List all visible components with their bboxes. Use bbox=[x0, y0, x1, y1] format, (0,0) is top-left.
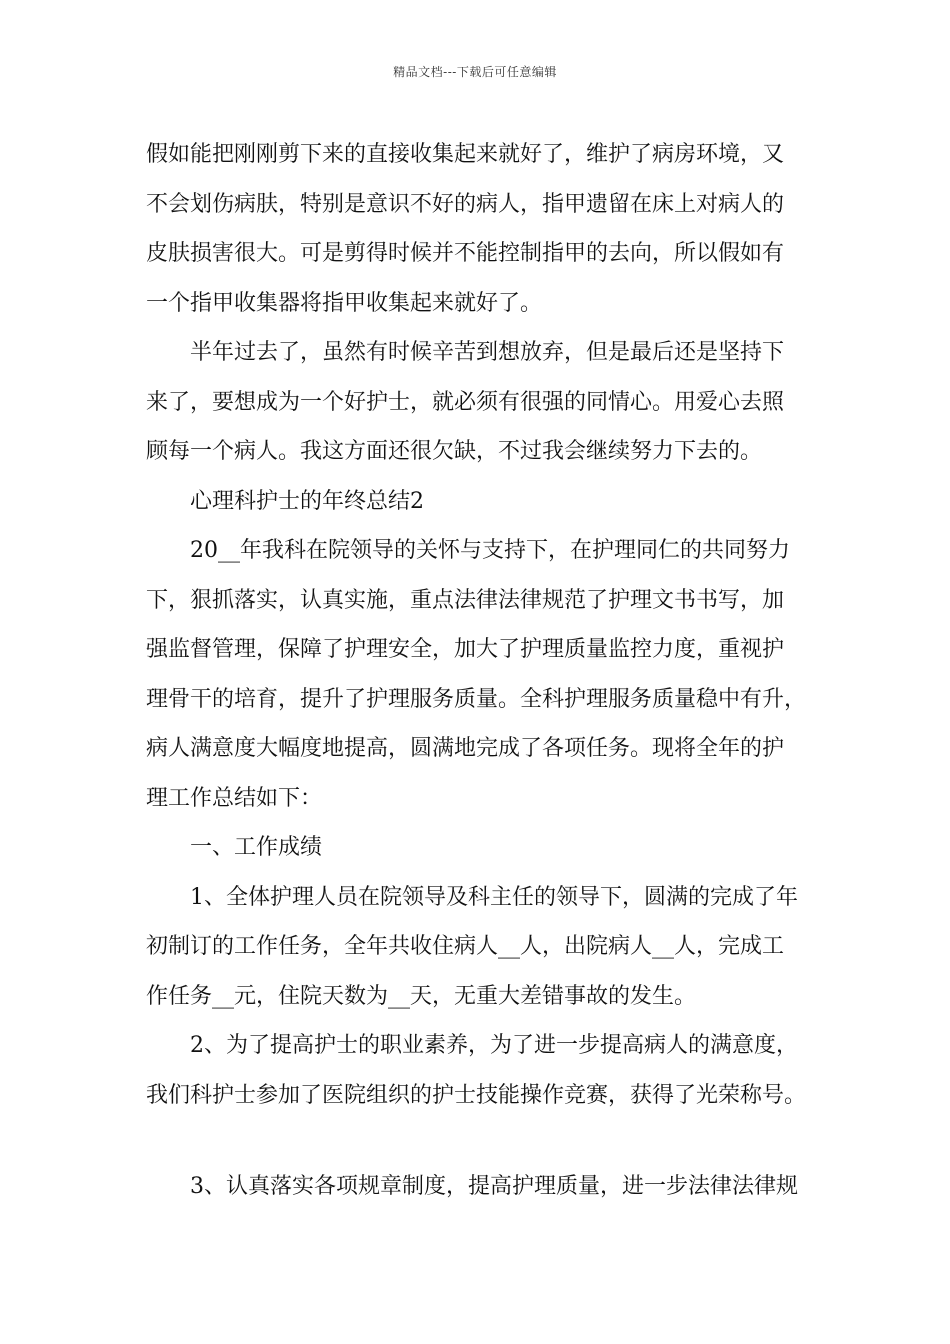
paragraph-half-year bbox=[146, 328, 826, 477]
text-line: 理工作总结如下： bbox=[146, 785, 323, 811]
section-title bbox=[146, 477, 826, 527]
text-line: 病人满意度大幅度地提高，圆满地完成了各项任务。现将全年的护 bbox=[146, 736, 785, 761]
paragraph-item-3 bbox=[146, 1162, 826, 1212]
text-line: 1、全体护理人员在院领导及科主任的领导下，圆满的完成了年 bbox=[190, 884, 798, 910]
text-line: 理骨干的培育，提升了护理服务质量。全科护理服务质量稳中有升， bbox=[146, 686, 807, 712]
page-header: 精品文档---下载后可任意编辑 bbox=[393, 65, 557, 79]
paragraph-annual-summary bbox=[146, 526, 826, 823]
text-line: 顾每一个病人。我这方面还很欠缺，不过我会继续努力下去的。 bbox=[146, 439, 763, 464]
paragraph-gap bbox=[146, 1120, 826, 1162]
text-line: 不会划伤病肤，特别是意识不好的病人，指甲遗留在床上对病人的 bbox=[146, 191, 785, 217]
text-line: 半年过去了，虽然有时候辛苦到想放弃，但是最后还是坚持下 bbox=[190, 340, 785, 365]
paragraph-item-2 bbox=[146, 1021, 826, 1120]
heading-line: 一、工作成绩 bbox=[190, 835, 323, 860]
text-line: 来了，要想成为一个好护士，就必须有很强的同情心。用爱心去照 bbox=[146, 389, 785, 415]
heading-line: 心理科护士的年终总结2 bbox=[190, 488, 424, 514]
text-line: 皮肤损害很大。可是剪得时候并不能控制指甲的去向，所以假如有 bbox=[146, 241, 785, 266]
text-line: 3、认真落实各项规章制度，提高护理质量，进一步法律法律规 bbox=[190, 1174, 798, 1199]
paragraph-item-1 bbox=[146, 873, 826, 1022]
text-line: 作任务__元，住院天数为__天，无重大差错事故的发生。 bbox=[146, 983, 697, 1009]
text-line: 下，狠抓落实，认真实施，重点法律法律规范了护理文书书写，加 bbox=[146, 587, 785, 613]
document-body bbox=[146, 130, 826, 1212]
subsection-heading bbox=[146, 823, 826, 873]
text-line: 2、为了提高护士的职业素养，为了进一步提高病人的满意度， bbox=[190, 1033, 798, 1058]
text-line: 我们科护士参加了医院组织的护士技能操作竞赛，获得了光荣称号。 bbox=[146, 1082, 807, 1108]
text-line: 一个指甲收集器将指甲收集起来就好了。 bbox=[146, 290, 543, 316]
text-line: 初制订的工作任务，全年共收住病人__人，出院病人__人，完成工 bbox=[146, 934, 785, 959]
text-line: 20__年我科在院领导的关怀与支持下，在护理同仁的共同努力 bbox=[190, 538, 790, 563]
paragraph-nail-collector bbox=[146, 130, 826, 328]
text-line: 假如能把刚刚剪下来的直接收集起来就好了，维护了病房环境，又 bbox=[146, 142, 785, 167]
text-line: 强监督管理，保障了护理安全，加大了护理质量监控力度，重视护 bbox=[146, 637, 785, 662]
